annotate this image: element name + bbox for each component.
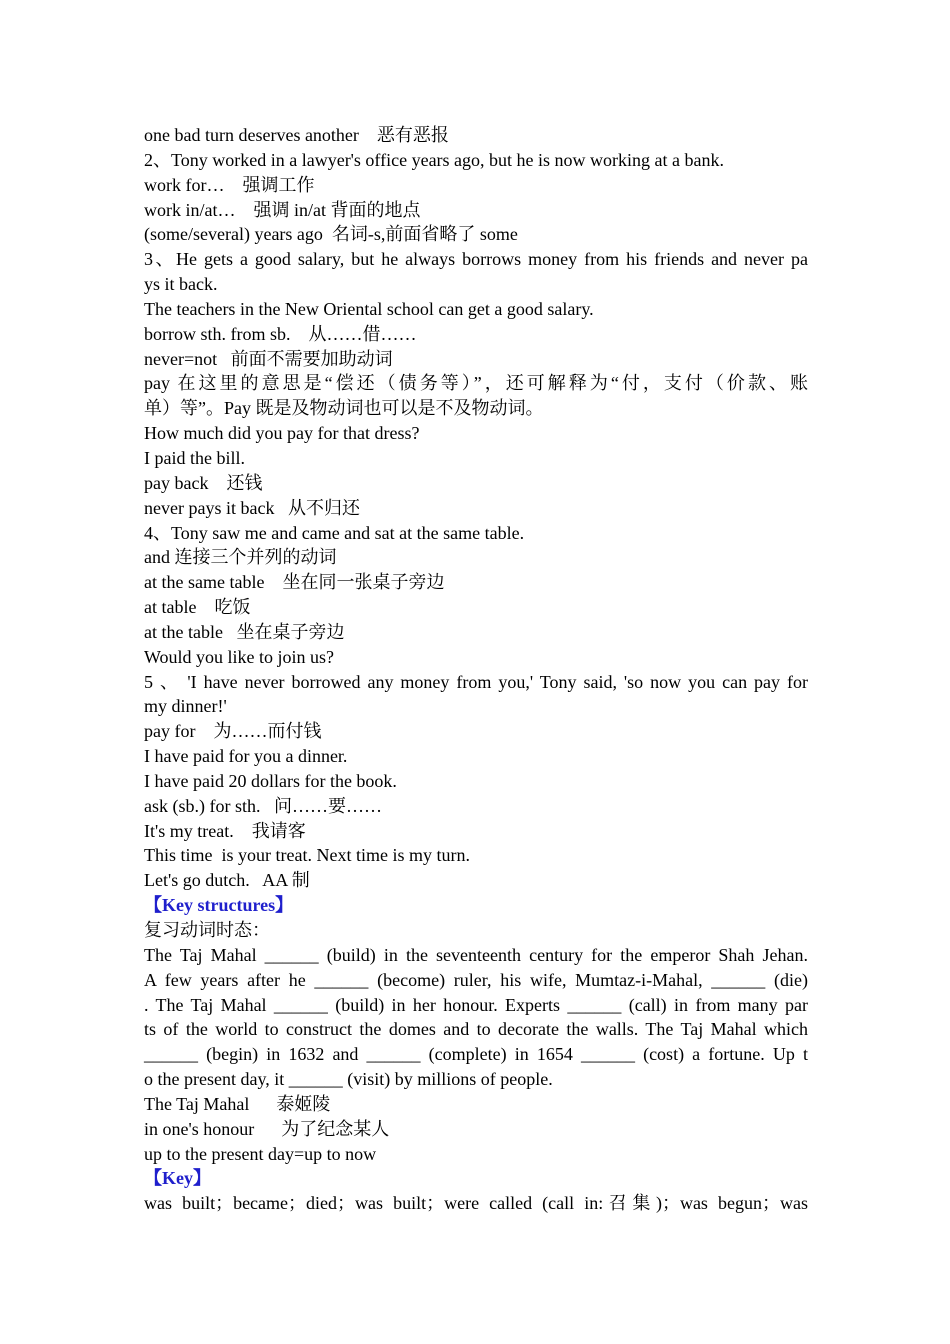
text-line: in one's honour 为了纪念某人 <box>144 1118 390 1139</box>
text-line: Would you like to join us? <box>144 646 335 667</box>
answer-line: was built；became；died；was built；were called (call in:召集)；was begun；was <box>144 1193 808 1214</box>
text-line: work in/at… 强调 in/at 背面的地点 <box>144 199 421 220</box>
text-line: 5 、 'I have never borrowed any money from you,' Tony said, 'so now you can pay for <box>144 671 808 692</box>
exercise-line: The Taj Mahal ______ (build) in the seventeenth century for the emperor Shah Jehan. <box>144 944 808 965</box>
text-line: 复习动词时态： <box>144 920 270 940</box>
exercise-line: ts of the world to construct the domes and to decorate the walls. The Taj Mahal which <box>144 1019 808 1040</box>
text-line: It's my treat. 我请客 <box>144 820 306 841</box>
text-line: at table 吃饭 <box>144 597 251 618</box>
section-heading-key-structures: 【Key structures】 <box>144 895 294 916</box>
text-line: I have paid 20 dollars for the book. <box>144 770 397 791</box>
text-line: and 连接三个并列的动词 <box>144 547 337 568</box>
text-line: I paid the bill. <box>144 447 245 468</box>
exercise-line: A few years after he ______ (become) ruler, his wife, Mumtaz-i-Mahal, ______ (die) <box>144 969 808 990</box>
text-line: The Taj Mahal 泰姬陵 <box>144 1093 331 1114</box>
text-line: work for… 强调工作 <box>144 174 315 195</box>
exercise-line: ______ (begin) in 1632 and ______ (complete) in 1654 ______ (cost) a fortune. Up t <box>144 1044 808 1065</box>
text-line: 3、He gets a good salary, but he always borrows money from his friends and never pa <box>144 249 808 270</box>
text-line: one bad turn deserves another 恶有恶报 <box>144 125 449 145</box>
text-line: 单）等”。Pay 既是及物动词也可以是不及物动词。 <box>144 398 544 419</box>
text-line: pay for 为……而付钱 <box>144 721 322 742</box>
text-line: pay 在这里的意思是“偿还（债务等）”，还可解释为“付，支付（价款、账 <box>144 373 808 394</box>
exercise-line: o the present day, it ______ (visit) by millions of people. <box>144 1069 553 1090</box>
text-line: ask (sb.) for sth. 问……要…… <box>144 795 382 816</box>
text-line: 2、Tony worked in a lawyer's office years ago, but he is now working at a bank. <box>144 149 724 170</box>
document-page <box>144 123 808 1216</box>
text-line: (some/several) years ago 名词-s,前面省略了 some <box>144 224 518 245</box>
exercise-line: . The Taj Mahal ______ (build) in her honour. Experts ______ (call) in from many par <box>144 994 808 1015</box>
text-line: my dinner!' <box>144 696 227 717</box>
text-line: Let's go dutch. AA 制 <box>144 870 310 891</box>
text-line: The teachers in the New Oriental school can get a good salary. <box>144 298 594 319</box>
text-line: at the same table 坐在同一张桌子旁边 <box>144 572 445 593</box>
text-line: I have paid for you a dinner. <box>144 746 348 767</box>
text-line: never=not 前面不需要加助动词 <box>144 348 393 369</box>
text-line: pay back 还钱 <box>144 472 263 493</box>
text-line: at the table 坐在桌子旁边 <box>144 621 345 642</box>
text-line: 4、Tony saw me and came and sat at the same table. <box>144 522 525 543</box>
text-line: borrow sth. from sb. 从……借…… <box>144 323 417 344</box>
text-line: This time is your treat. Next time is my turn. <box>144 845 470 866</box>
text-line: up to the present day=up to now <box>144 1143 377 1164</box>
text-line: How much did you pay for that dress? <box>144 423 420 444</box>
text-line: never pays it back 从不归还 <box>144 497 360 518</box>
section-heading-key: 【Key】 <box>144 1168 211 1189</box>
text-line: ys it back. <box>144 274 218 295</box>
